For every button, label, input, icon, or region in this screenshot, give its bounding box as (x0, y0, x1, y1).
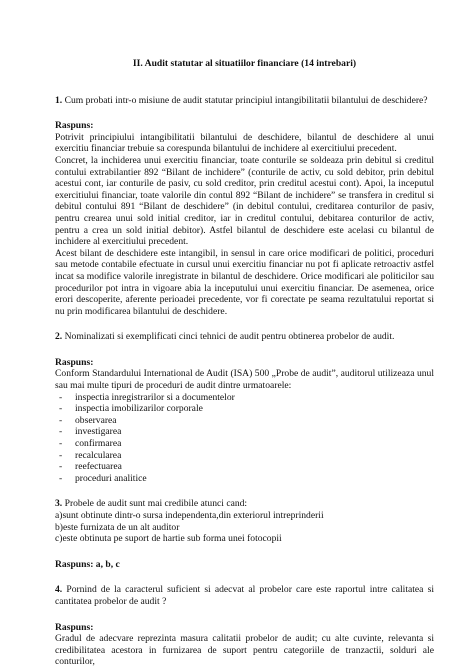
question-2-number: 2. (55, 331, 63, 343)
question-2-text: Nominalizati si exemplificati cinci tehnici de audit pentru obtinerea probelor de audit. (64, 331, 395, 343)
list-item: - proceduri analitice (59, 472, 147, 484)
question-2 (55, 331, 434, 343)
question-3 (55, 498, 434, 510)
procedure-label: confirmarea (75, 438, 122, 450)
list-item: - observarea (59, 414, 117, 426)
list-item: - inspectia imobilizarilor corporale (59, 403, 203, 415)
answer-1-paragraph-3: Acest bilant de deschidere este intangibil, in sensul in care orice modificari de politici, proceduri sau metode contabile efectuate in cursul unui exercitiu financiar nu pot fi aplicate retroactiv astfel incat sa modifice valorile inregistrate in bilantul de deschidere. Orice modificari ale politicilor sau procedurilor pot intra in vigoare abia la inceputului unui exercitiu financiar. De asemenea, orice erori descoperite, aferente perioadei precedente, vor fi corectate pe seama rezultatului reportat si nu prin modificarea bilantului de deschidere. (55, 247, 434, 317)
answer-1-paragraph-2: Concret, la inchiderea unui exercitiu financiar, toate conturile se soldeaza prin debitul si creditul contului extrabilantier 892 “Bilant de inchidere” (conturile de activ, cu sold debitor, prin debitul acestui cont, iar conturile de pasiv, cu sold creditor, prin creditul acestui cont). Apoi, la inceputul exercitiului financiar, toate valorile din contul 892 “Bilant de inchidere” se transfera in creditul si debitul contului 891 “Bilant de deschidere” (in debitul contului, creditarea conturilor de pasiv, pentru crearea unui sold initial creditor, iar in creditul contului, debitarea conturilor de activ, pentru a crea un sold initial debitor). Astfel bilantul de deschidere este acelasi cu bilantul de inchidere al exercitiului precedent. (55, 154, 434, 248)
question-1-number: 1. (55, 94, 63, 106)
question-1 (55, 95, 434, 107)
question-3-number: 3. (55, 498, 63, 510)
answer-4-paragraph: Gradul de adecvare reprezinta masura calitatii probelor de audit; cu alte cuvinte, relevanta si credibilitatea acestora in furnizarea de suport pentru categoriile de tranzactii, solduri ale conturilor, (55, 633, 434, 668)
answer-3: Raspuns: a, b, c (55, 558, 120, 570)
answer-1-paragraph-1: Potrivit principiului intangibilitatii bilantului de deschidere, bilantul de deschidere al unui exercitiu financiar trebuie sa corespunda bilantului de inchidere al exercitiului precedent. (55, 131, 434, 155)
question-4-text: Pornind de la caracterul suficient si adecvat al probelor care este raportul intre calitatea si cantitatea probelor de audit ? (55, 584, 434, 607)
question-4-number: 4. (55, 584, 63, 596)
procedure-label: investigarea (75, 426, 122, 438)
procedure-label: inspectia inregistrarilor si a documentelor (75, 391, 235, 403)
option-a: a)sunt obtinute dintr-o sursa independenta,din exteriorul intreprinderii (55, 510, 324, 521)
option-c: c)este obtinuta pe suport de hartie sub forma unei fotocopii (55, 533, 282, 545)
procedure-label: inspectia imobilizarilor corporale (75, 403, 203, 415)
question-3-text: Probele de audit sunt mai credibile atunci cand: (64, 498, 248, 510)
question-1-text: Cum probati intr-o misiune de audit statutar principiul intangibilitatii bilantului de deschidere? (64, 94, 428, 106)
list-item: - investigarea (59, 426, 122, 438)
option-b: b)este furnizata de un alt auditor (55, 521, 180, 533)
answer-1-label: Raspuns: (55, 120, 94, 132)
answer-4-label: Raspuns: (55, 621, 94, 633)
procedures-list (55, 392, 434, 485)
answer-2-label: Raspuns: (55, 356, 94, 368)
question-3-options (55, 510, 434, 545)
section-title: II. Audit statutar al situatiilor financiare (14 intrebari) (132, 58, 357, 69)
procedure-label: proceduri analitice (75, 472, 147, 484)
procedure-label: reefectuarea (75, 461, 122, 473)
list-item: - recalcularea (59, 449, 122, 461)
list-item: - reefectuarea (59, 461, 122, 473)
list-item: - inspectia inregistrarilor si a documentelor (59, 391, 235, 403)
procedure-label: recalcularea (75, 449, 122, 461)
answer-2-intro: Conform Standardului International de Audit (ISA) 500 „Probe de audit”, auditorul utilizeaza unul sau mai multe tipuri de proceduri de audit dintre urmatoarele: (55, 368, 434, 392)
list-item: - confirmarea (59, 438, 122, 450)
question-4 (55, 584, 434, 607)
procedure-label: observarea (75, 414, 117, 426)
